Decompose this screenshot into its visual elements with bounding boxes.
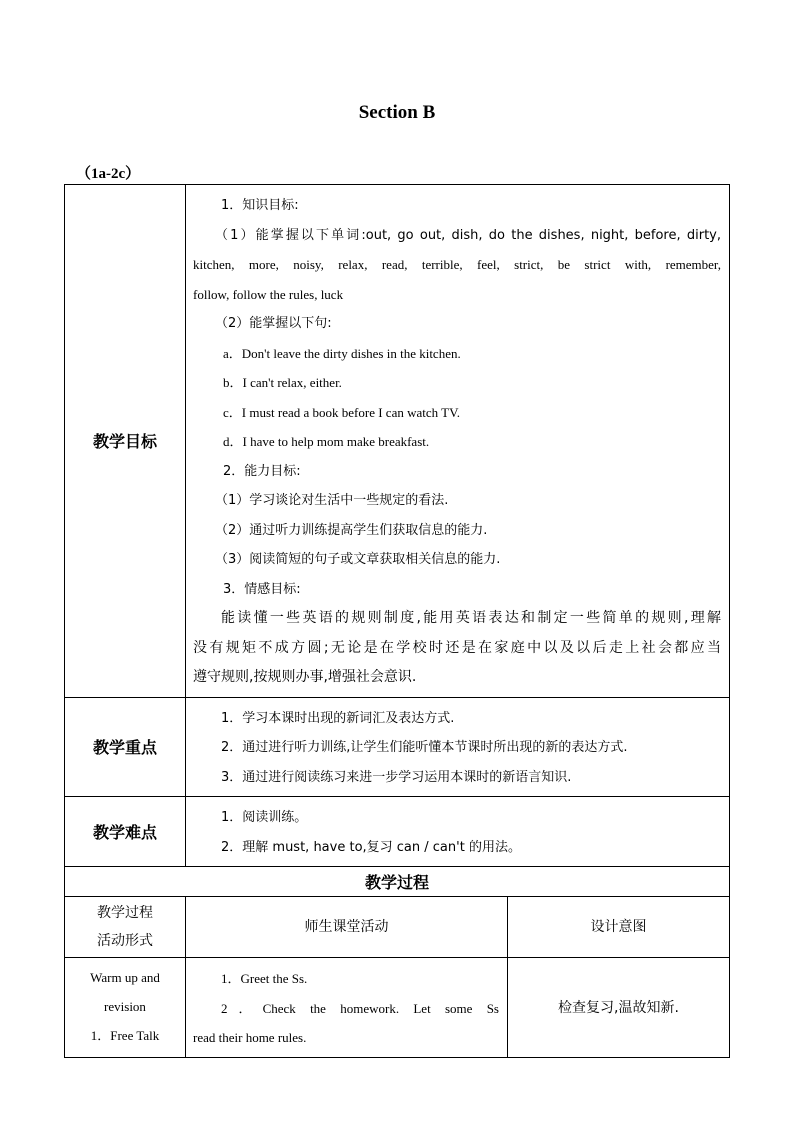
objective-line: a．Don't leave the dirty dishes in the kitchen. [223, 345, 461, 361]
difficulty-line: 1．阅读训练。 [221, 810, 308, 825]
activity-form-line: Warm up and [90, 970, 160, 985]
design-intent-cell: 检查复习,温故知新. [508, 958, 730, 1058]
key-points-label: 教学重点 [65, 697, 186, 797]
objective-line: 1．知识目标: [221, 198, 299, 213]
objective-line: c．I must read a book before I can watch TV. [223, 404, 461, 420]
difficulties-row [65, 797, 730, 867]
activity-form-header-line1: 教学过程 [97, 905, 153, 921]
activity-form-header-line2: 活动形式 [97, 933, 153, 949]
activity-line: 2．Check the homework. Let some Ss [221, 1000, 499, 1016]
objective-line: 2．能力目标: [223, 463, 301, 479]
objective-line: 3．情感目标: [223, 581, 301, 597]
activity-form-line: 1．Free Talk [90, 1028, 160, 1043]
key-point-line: 1．学习本课时出现的新词汇及表达方式. [221, 710, 455, 726]
document-title: Section B [358, 102, 436, 123]
lesson-plan-table [64, 184, 730, 1058]
section-subtitle: （1a-2c） [76, 166, 141, 182]
objective-line: d．I have to help mom make breakfast. [223, 434, 430, 449]
objectives-label: 教学目标 [65, 185, 186, 698]
activity-line: 1．Greet the Ss. [221, 971, 308, 986]
process-row [65, 958, 730, 1058]
process-heading: 教学过程 [65, 867, 730, 897]
class-activity-cell [186, 958, 508, 1058]
key-point-line: 2．通过进行听力训练,让学生们能听懂本节课时所出现的新的表达方式. [221, 740, 628, 755]
difficulty-line: 2．理解 must, have to,复习 can / can't 的用法。 [221, 839, 521, 855]
process-heading-row [65, 867, 730, 897]
key-point-line: 3．通过进行阅读练习来进一步学习运用本课时的新语言知识. [221, 769, 572, 785]
objective-line: follow, follow the rules, luck [193, 286, 344, 302]
activity-form-line: revision [104, 999, 146, 1014]
objective-line: （1）学习谈论对生活中一些规定的看法. [215, 493, 449, 508]
difficulties-label: 教学难点 [65, 797, 186, 867]
key-points-content [186, 697, 730, 797]
activity-line: read their home rules. [193, 1030, 307, 1045]
objective-line: 能读懂一些英语的规则制度,能用英语表达和制定一些简单的规则,理解 [221, 610, 721, 626]
class-activity-header: 师生课堂活动 [186, 897, 508, 958]
process-header-row [65, 897, 730, 958]
activity-form-header [65, 897, 186, 958]
design-intent-header: 设计意图 [508, 897, 730, 958]
objectives-content [186, 185, 730, 698]
activity-form-cell [65, 958, 186, 1058]
objective-line: （2）通过听力训练提高学生们获取信息的能力. [215, 522, 488, 538]
objective-line: 遵守规则,按规则办事,增强社会意识. [193, 669, 417, 685]
difficulties-content [186, 797, 730, 867]
objectives-row [65, 185, 730, 698]
objective-line: b．I can't relax, either. [223, 375, 342, 390]
objective-line: 没有规矩不成方圆;无论是在学校时还是在家庭中以及以后走上社会都应当 [193, 639, 721, 656]
objective-line: （1）能掌握以下单词:out, go out, dish, do the dishes, night, before, dirty, [215, 227, 721, 243]
objective-line: （2）能掌握以下句: [215, 316, 332, 331]
objective-line: kitchen, more, noisy, relax, read, terrible, feel, strict, be strict with, remember, [193, 257, 721, 272]
objective-line: （3）阅读简短的句子或文章获取相关信息的能力. [215, 552, 501, 567]
key-points-row [65, 697, 730, 797]
